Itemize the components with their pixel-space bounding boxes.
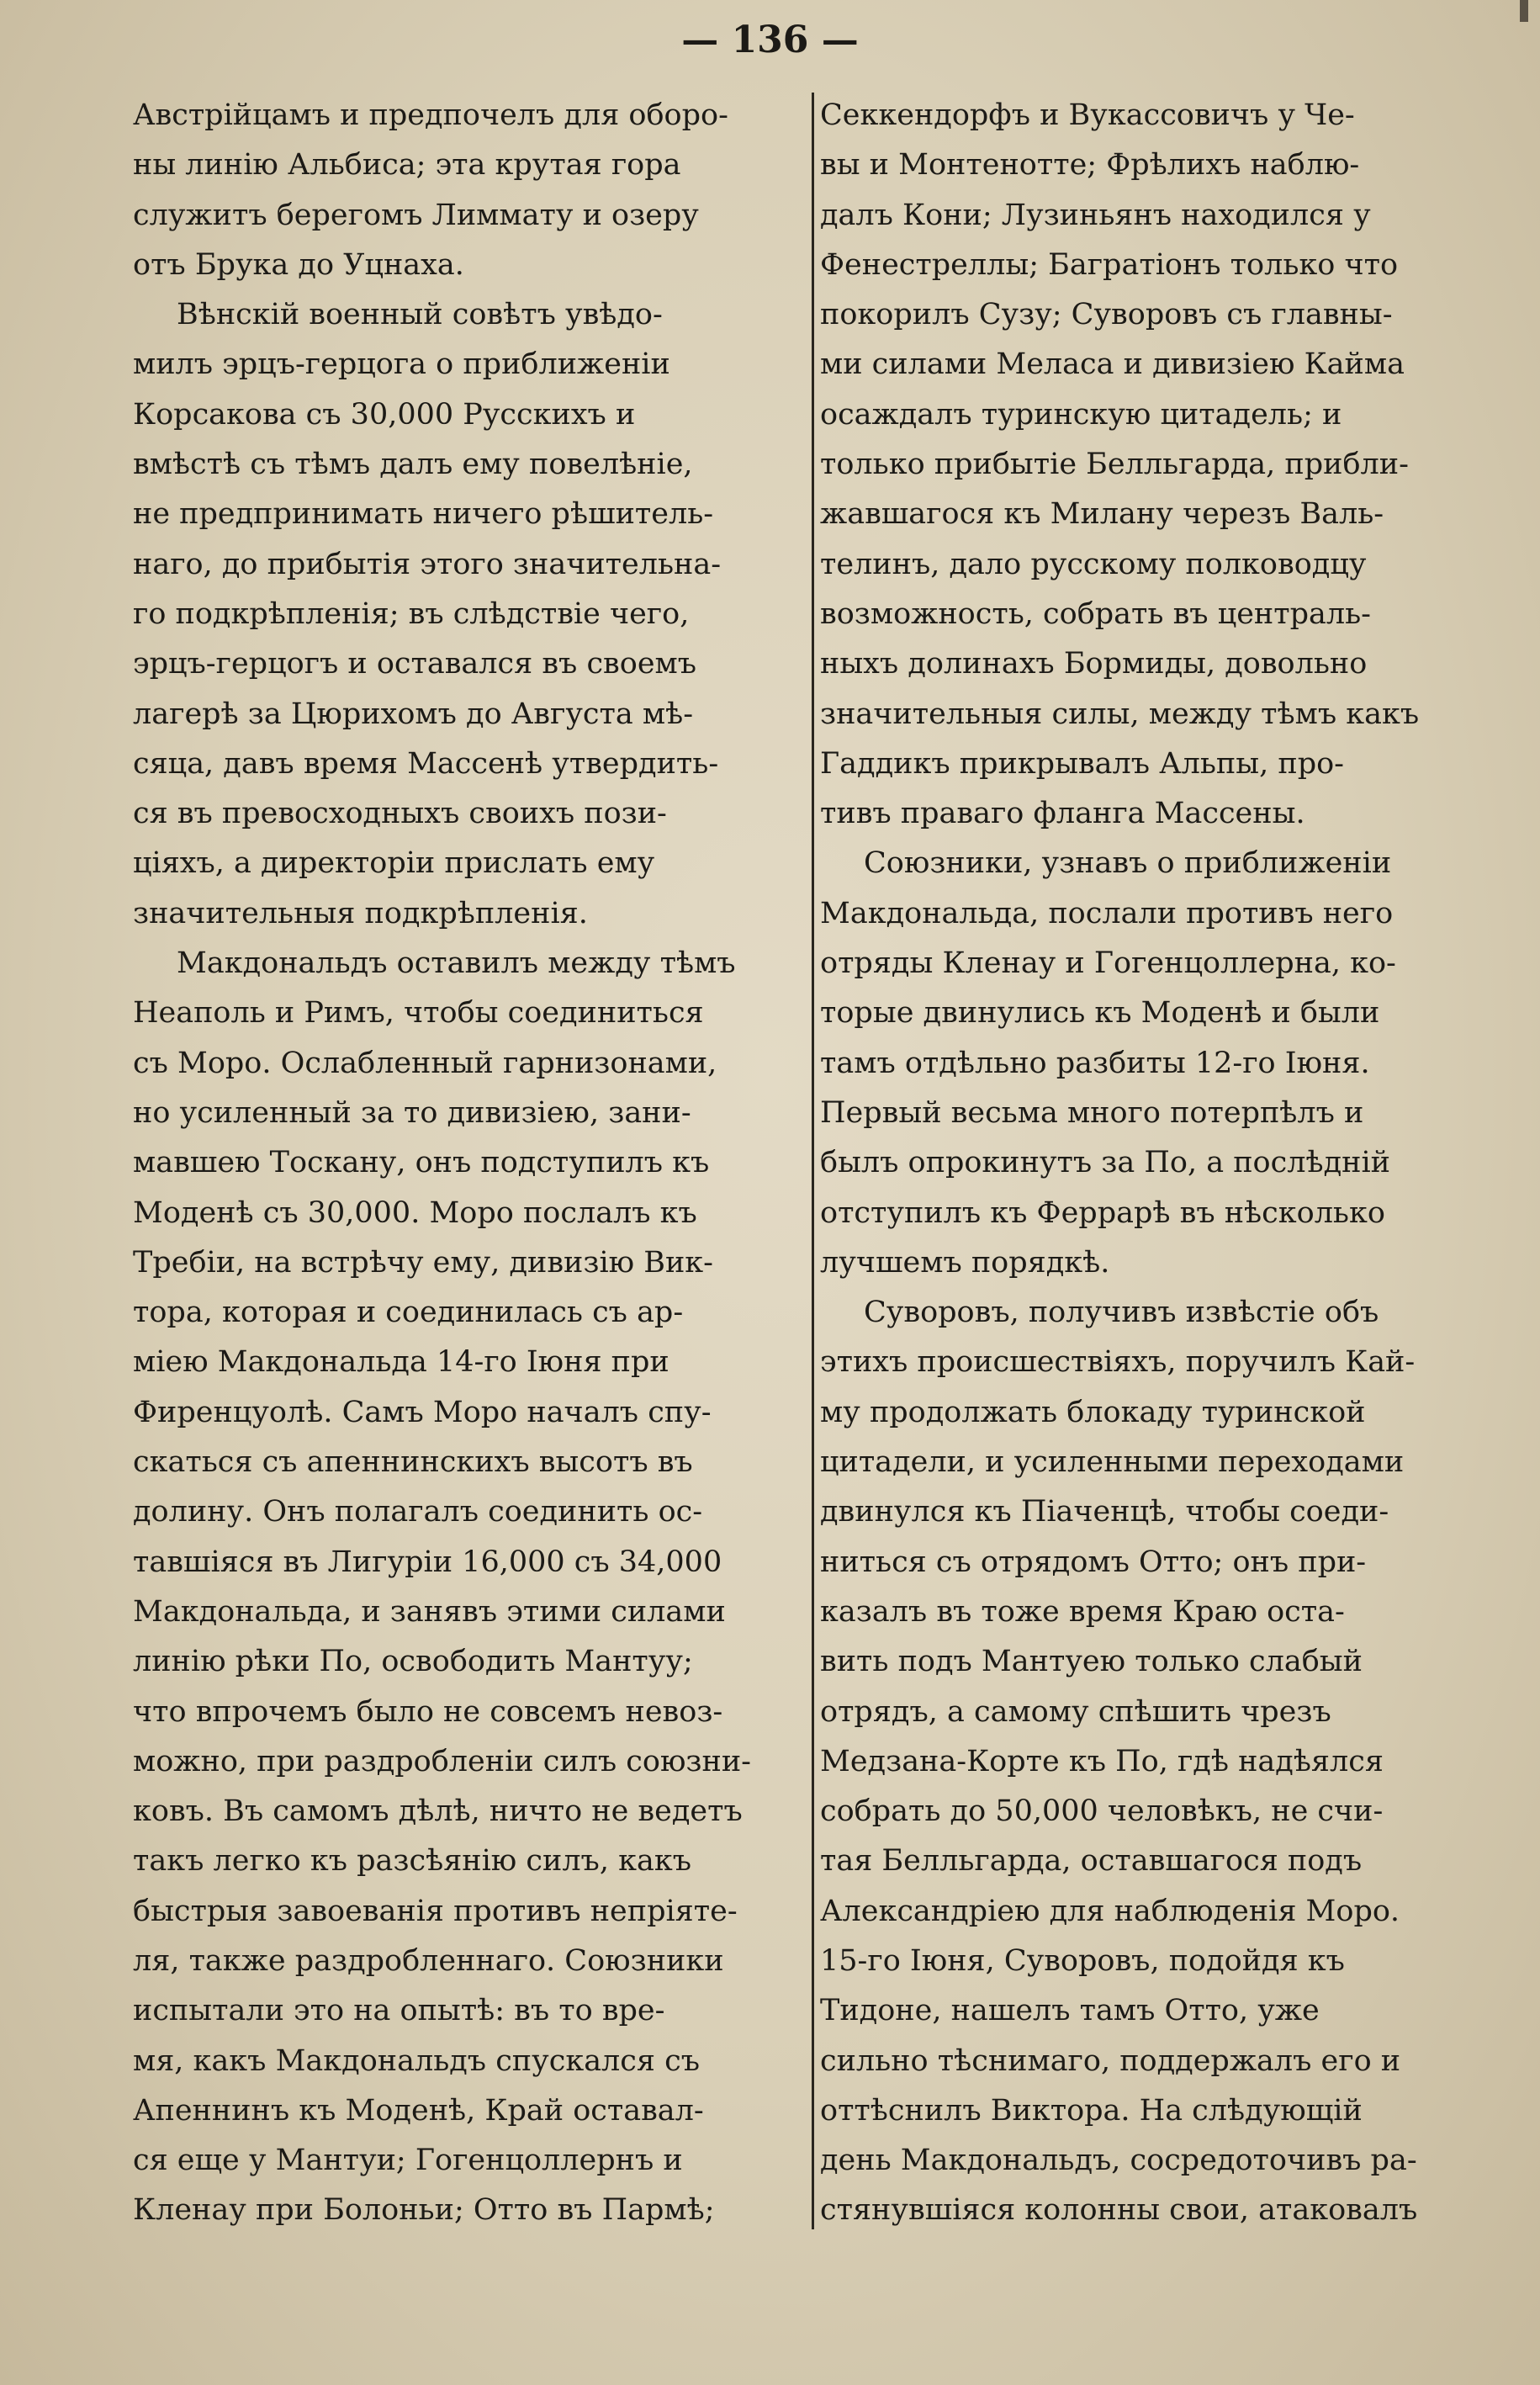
right-column-text-line: тамъ отдѣльно разбиты 12-го Іюня. — [820, 1046, 1370, 1080]
left-column-text-line: милъ эрцъ-герцога о приближеніи — [133, 347, 670, 382]
left-column-text-line: линію рѣки По, освободить Мантуу; — [133, 1645, 693, 1679]
left-column-text-line: что впрочемъ было не совсемъ невоз- — [133, 1694, 723, 1729]
left-column-text-line: ся въ превосходныхъ своихъ пози- — [133, 797, 667, 831]
right-column-text-line: Секкендорфъ и Вукассовичъ у Че- — [820, 98, 1355, 132]
left-column-text-line: вмѣстѣ съ тѣмъ далъ ему повелѣніе, — [133, 448, 693, 482]
right-column-text-line: вы и Монтенотте; Фрѣлихъ наблю- — [820, 148, 1360, 183]
left-column-text-line: ковъ. Въ самомъ дѣлѣ, ничто не ведетъ — [133, 1794, 743, 1829]
right-column-text-line: тая Белльгарда, оставшагося подъ — [820, 1844, 1363, 1879]
right-column-text-line: торые двинулись къ Моденѣ и были — [820, 996, 1380, 1031]
left-column-text-line: Моденѣ съ 30,000. Моро послалъ къ — [133, 1195, 697, 1230]
left-column-text-line: значительныя подкрѣпленія. — [133, 896, 588, 930]
right-column-text-line: ниться съ отрядомъ Отто; онъ при- — [820, 1545, 1367, 1579]
column-divider — [812, 93, 814, 2229]
right-column-text-line: отрядъ, а самому спѣшить чрезъ — [820, 1694, 1331, 1729]
left-column-text-line: Кленау при Болоньи; Отто въ Пармѣ; — [133, 2193, 715, 2228]
right-column-text-line: только прибытіе Белльгарда, прибли- — [820, 448, 1409, 482]
right-column-text-line: тивъ праваго фланга Массены. — [820, 797, 1305, 831]
right-column-text-line: Суворовъ, получивъ извѣстіе объ — [864, 1296, 1379, 1330]
left-column-text-line: долину. Онъ полагалъ соединить ос- — [133, 1495, 703, 1529]
right-column-text-line: лучшемъ порядкѣ. — [820, 1245, 1110, 1280]
left-column-text-line: съ Моро. Ослабленный гарнизонами, — [133, 1046, 717, 1080]
right-column-text-line: казалъ въ тоже время Краю оста- — [820, 1594, 1345, 1629]
left-column-text-line: Апеннинъ къ Моденѣ, Край оставал- — [133, 2093, 704, 2128]
left-column-text-line: тора, которая и соединилась съ ар- — [133, 1296, 684, 1330]
left-column-text-line: такъ легко къ разсѣянію силъ, какъ — [133, 1844, 691, 1879]
right-column-text-line: Александріею для наблюденія Моро. — [820, 1894, 1400, 1928]
right-column-text-line: ныхъ долинахъ Бормиды, довольно — [820, 647, 1368, 681]
right-column-text-line: Тидоне, нашелъ тамъ Отто, уже — [820, 1994, 1320, 2028]
left-column-text-line: Австрійцамъ и предпочелъ для оборо- — [133, 98, 728, 132]
right-column-text-line: этихъ происшествіяхъ, поручилъ Кай- — [820, 1345, 1416, 1380]
left-column-text-line: служитъ берегомъ Лиммату и озеру — [133, 198, 699, 232]
left-column-text-line: ны линію Альбиса; эта крутая гора — [133, 148, 681, 183]
right-column-text-line: Медзана-Корте къ По, гдѣ надѣялся — [820, 1744, 1384, 1778]
right-column-text-line: стянувшіяся колонны свои, атаковалъ — [820, 2193, 1418, 2228]
left-column-text-line: не предпринимать ничего рѣшитель- — [133, 497, 714, 532]
right-column-text-line: покорилъ Сузу; Суворовъ съ главны- — [820, 298, 1393, 332]
right-column-text-line: 15-го Іюня, Суворовъ, подойдя къ — [820, 1943, 1345, 1978]
left-column-text-line: но усиленный за то дивизіею, зани- — [133, 1095, 691, 1130]
left-column-text-line: міею Макдональда 14-го Іюня при — [133, 1345, 669, 1380]
left-column-text-line: скаться съ апеннинскихъ высотъ въ — [133, 1445, 693, 1480]
left-column-text-line: наго, до прибытія этого значительна- — [133, 547, 722, 581]
left-column-text-line: мавшею Тоскану, онъ подступилъ къ — [133, 1146, 710, 1180]
right-column-text-line: жавшагося къ Милану черезъ Валь- — [820, 497, 1384, 532]
right-column-text-line: вить подъ Мантуею только слабый — [820, 1645, 1363, 1679]
left-column-text-line: быстрыя завоеванія противъ непріяте- — [133, 1894, 738, 1928]
right-column-text-line: осаждалъ туринскую цитадель; и — [820, 397, 1342, 432]
left-column-text-line: Макдональдъ оставилъ между тѣмъ — [177, 946, 736, 981]
left-column-text-line: Фиренцуолѣ. Самъ Моро началъ спу- — [133, 1395, 712, 1429]
right-column-text-line: му продолжать блокаду туринской — [820, 1395, 1366, 1429]
left-column-text-line: тавшіяся въ Лигуріи 16,000 съ 34,000 — [133, 1545, 722, 1579]
right-column-text-line: телинъ, дало русскому полководцу — [820, 547, 1367, 581]
left-column-text-line: мя, какъ Макдональдъ спускался съ — [133, 2043, 700, 2078]
right-column-text-line: Фенестреллы; Багратіонъ только что — [820, 247, 1399, 282]
right-column-text-line: цитадели, и усиленными переходами — [820, 1445, 1405, 1480]
right-column-text-line: Макдональда, послали противъ него — [820, 896, 1394, 930]
right-column-text-line: былъ опрокинутъ за По, а послѣдній — [820, 1146, 1390, 1180]
right-column-text-line: отряды Кленау и Гогенцоллерна, ко- — [820, 946, 1396, 981]
left-column-text-line: отъ Брука до Уцнаха. — [133, 247, 464, 282]
left-column-text-line: лагерѣ за Цюрихомъ до Августа мѣ- — [133, 697, 694, 731]
left-column-text-line: эрцъ-герцогъ и оставался въ своемъ — [133, 647, 697, 681]
left-column-text-line: Требіи, на встрѣчу ему, дивизію Вик- — [133, 1245, 713, 1280]
left-column-text-line: ціяхъ, а директоріи прислать ему — [133, 846, 655, 881]
left-column-text-line: испытали это на опытѣ: въ то вре- — [133, 1994, 665, 2028]
left-column-text-line: Макдональда, и занявъ этими силами — [133, 1594, 726, 1629]
right-column-text-line: сильно тѣснимаго, поддержалъ его и — [820, 2043, 1401, 2078]
left-column-text-line: ся еще у Мантуи; Гогенцоллернъ и — [133, 2144, 683, 2178]
right-column-text-line: двинулся къ Піаченцѣ, чтобы соеди- — [820, 1495, 1389, 1529]
right-column — [820, 91, 1484, 2236]
left-column-text-line: сяца, давъ время Массенѣ утвердить- — [133, 746, 719, 781]
right-column-text-line: ми силами Меласа и дивизіею Кайма — [820, 347, 1405, 382]
right-column-text-line: отступилъ къ Феррарѣ въ нѣсколько — [820, 1195, 1385, 1230]
right-column-text-line: возможность, собрать въ централь- — [820, 596, 1371, 631]
left-column-text-line: го подкрѣпленія; въ слѣдствіе чего, — [133, 596, 690, 631]
page-number: — 136 — — [681, 19, 859, 61]
left-column-text-line: ля, также раздробленнаго. Союзники — [133, 1943, 724, 1978]
right-column-text-line: день Макдональдъ, сосредоточивъ ра- — [820, 2144, 1417, 2178]
left-column-text-line: можно, при раздробленіи силъ союзни- — [133, 1744, 751, 1778]
right-column-text-line: собрать до 50,000 человѣкъ, не счи- — [820, 1794, 1384, 1829]
left-column-text-line: Неаполь и Римъ, чтобы соединиться — [133, 996, 704, 1031]
right-column-text-line: значительныя силы, между тѣмъ какъ — [820, 697, 1420, 731]
right-column-text-line: Гаддикъ прикрывалъ Альпы, про- — [820, 746, 1344, 781]
right-column-text-line: оттѣснилъ Виктора. На слѣдующій — [820, 2093, 1363, 2128]
right-column-text-line: Первый весьма много потерпѣлъ и — [820, 1095, 1364, 1130]
right-column-text-line: Союзники, узнавъ о приближеніи — [864, 846, 1392, 881]
right-column-text-line: далъ Кони; Лузиньянъ находился у — [820, 198, 1371, 232]
left-column — [133, 91, 797, 2236]
left-column-text-line: Корсакова съ 30,000 Русскихъ и — [133, 397, 636, 432]
left-column-text-line: Вѣнскій военный совѣтъ увѣдо- — [177, 298, 663, 332]
